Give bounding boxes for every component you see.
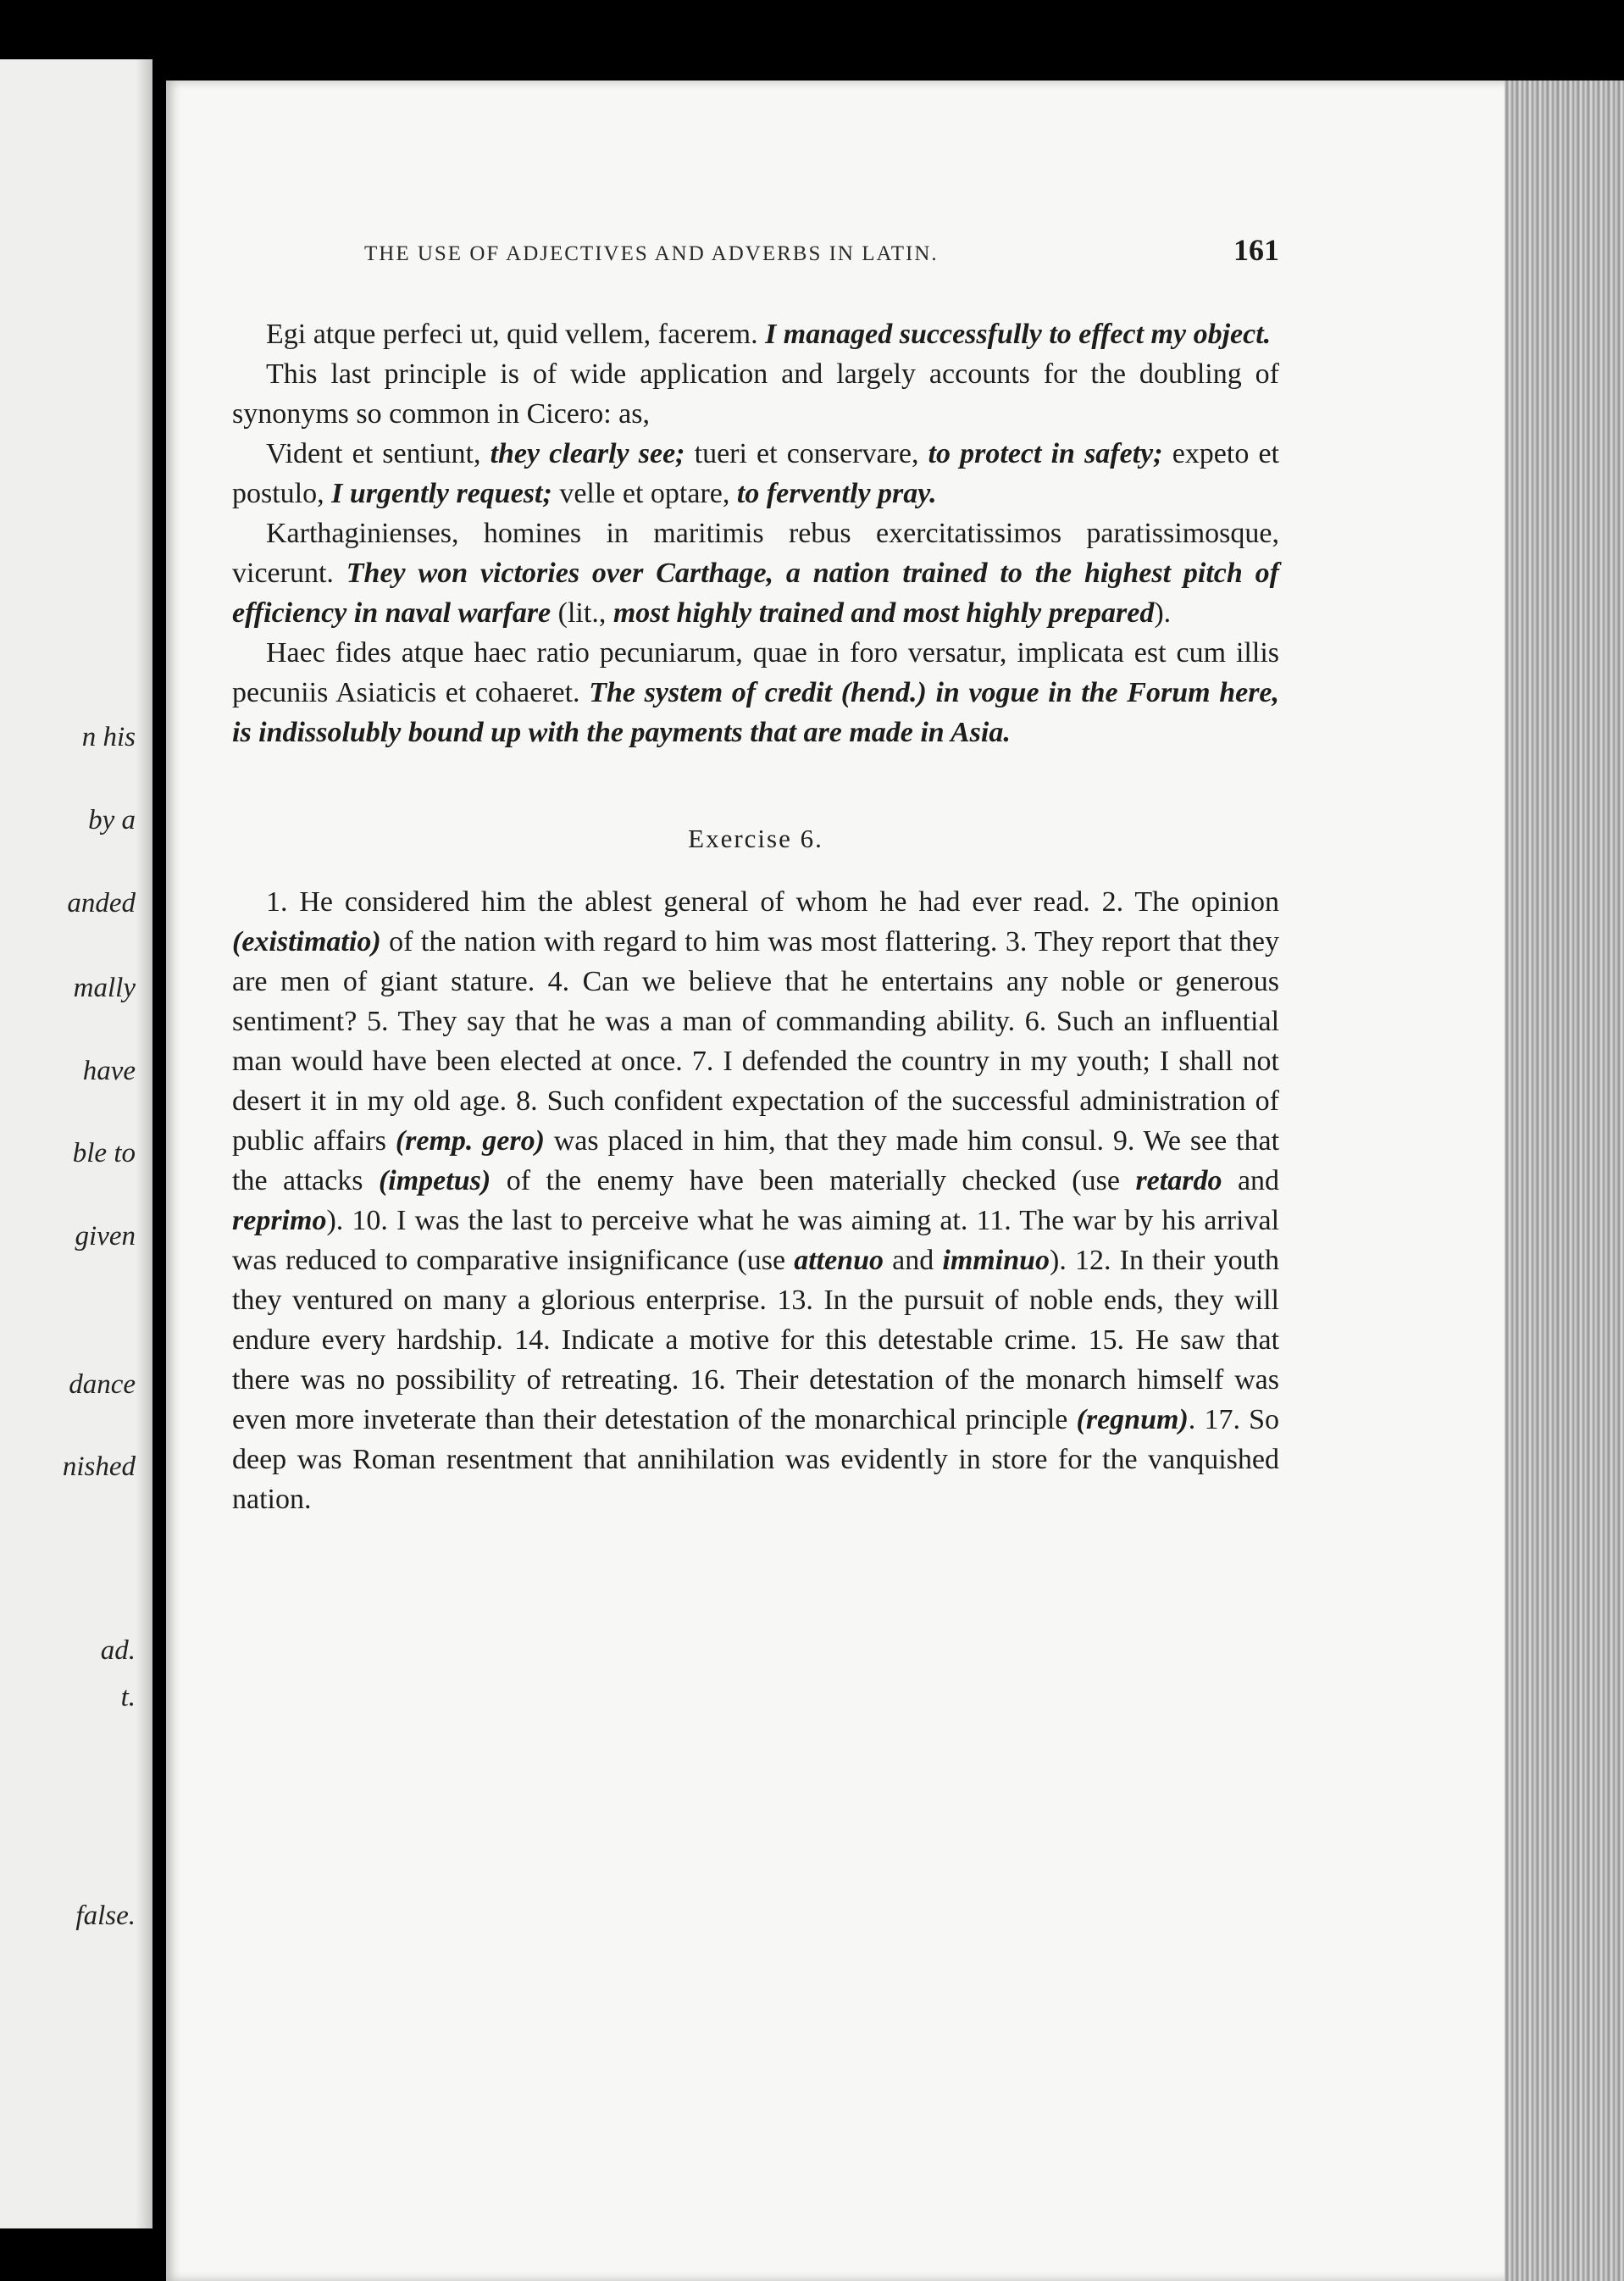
exercise-sentence: In the pursuit of noble ends, they will endure every hardship. (232, 1285, 1279, 1356)
exercise-sentence: of the enemy have been materially checked (use (506, 1165, 1120, 1196)
left-page-fragment: anded (67, 888, 136, 919)
item-number: 1. (266, 886, 288, 918)
exercise-sentence: I was the last to perceive what he was aiming at. (396, 1205, 968, 1236)
item-number: 16. (690, 1364, 726, 1396)
left-page-fragment: false. (75, 1901, 136, 1931)
latin-hint: (impetus) (378, 1165, 491, 1196)
running-title: THE USE OF ADJECTIVES AND ADVERBS IN LATIN. (364, 242, 939, 265)
latin-text: velle et optare, (559, 478, 730, 509)
left-page-fragment: given (75, 1221, 136, 1251)
left-page-fragment: mally (73, 973, 136, 1003)
exercise-sentence: He saw that there was no possibility of retreating. (232, 1324, 1280, 1396)
item-number: 8. (516, 1085, 538, 1117)
note-text: (hend.) (840, 677, 927, 708)
item-number: 9. (1112, 1125, 1135, 1157)
latin-text: Egi atque perfeci ut, quid vellem, facerem. (266, 319, 758, 350)
exercise-sentence: Their detestation of the monarch himself was even more inveterate than their detestation of the monarchical principle (232, 1364, 1280, 1435)
left-page-fragment: dance (69, 1369, 136, 1400)
left-page-fragment: nished (62, 1451, 136, 1482)
item-number: 15. (1088, 1324, 1125, 1356)
english-translation: to protect in safety; (928, 438, 1163, 469)
note-text: ). (1154, 597, 1172, 629)
item-number: 14. (514, 1324, 551, 1356)
english-translation: in vogue in the Forum here, is indissolubly bound up with the payments that are made in Asia. (232, 677, 1280, 748)
page-edges (1505, 80, 1624, 2281)
english-translation: they clearly see; (490, 438, 685, 469)
running-head (364, 230, 1279, 274)
left-page-fragment: n his (81, 722, 136, 752)
latin-text: Haec fides atque haec ratio pecuniarum, quae in foro versatur, implicata est cum illis pecuniis Asiaticis et cohaeret. (232, 637, 1279, 708)
paragraph (232, 314, 1279, 354)
left-page-fragment: ad. (100, 1635, 136, 1666)
exercise-list (232, 882, 1279, 1519)
exercise-sentence: He considered him the ablest general of whom he had ever read. (299, 886, 1090, 918)
exercise-sentence: The opinion (1134, 886, 1279, 918)
latin-text: expeto et postulo, (232, 438, 1279, 509)
latin-text: Vident et sentiunt, (266, 438, 481, 469)
exercise-sentence: In their youth they ventured on many a glorious enterprise. (232, 1245, 1280, 1316)
latin-text: Karthaginienses, homines in maritimis rebus exercitatissimos paratissimosque, vicerunt. (232, 518, 1279, 589)
latin-text: tueri et conservare, (694, 438, 919, 469)
item-number: 10. (352, 1205, 388, 1236)
exercise-sentence: was placed in him, that they made him consul. (553, 1125, 1105, 1157)
page-number: 161 (1233, 233, 1279, 267)
exercise-sentence: and (1237, 1165, 1280, 1196)
latin-hint: (remp. gero) (395, 1125, 545, 1157)
left-page-fragment: by a (88, 805, 136, 835)
body-text: This last principle is of wide application and largely accounts for the doubling of synonyms so common in Cicero: as, (232, 358, 1279, 430)
exercise-sentence: Such confident expectation of the successful administration of public affairs (232, 1085, 1279, 1157)
paragraph (232, 633, 1279, 752)
exercise-sentence: . (1188, 1404, 1196, 1435)
exercise-sentence: I defended the country in my youth; I shall not desert it in my old age. (232, 1046, 1280, 1117)
latin-hint: attenuo (794, 1245, 884, 1276)
english-translation: most highly trained and most highly prepared (612, 597, 1155, 629)
paragraph (232, 434, 1279, 513)
english-translation: to fervently pray. (736, 478, 937, 509)
gutter-shadow (136, 59, 169, 2228)
item-number: 11. (976, 1205, 1012, 1236)
item-number: 17. (1204, 1404, 1240, 1435)
exercise-sentence: They report that they are men of giant stature. (232, 926, 1279, 997)
exercise-sentence: ). (1050, 1245, 1067, 1276)
item-number: 7. (691, 1046, 714, 1077)
english-translation: The system of credit (589, 677, 833, 708)
exercise-sentence: We see that the attacks (232, 1125, 1280, 1196)
latin-hint: retardo (1135, 1165, 1222, 1196)
page-content (232, 230, 1279, 1519)
item-number: 5. (366, 1006, 389, 1037)
item-number: 13. (777, 1285, 813, 1316)
english-translation: They won victories over Carthage, a nation trained to the highest pitch of efficiency in naval warfare (232, 558, 1280, 629)
exercise-sentence: Can we believe that he entertains any noble or generous sentiment? (232, 966, 1279, 1037)
item-number: 3. (1005, 926, 1028, 957)
item-number: 4. (547, 966, 570, 997)
exercise-sentence: Such an influential man would have been elected at once. (232, 1006, 1280, 1077)
latin-hint: (regnum) (1076, 1404, 1189, 1435)
item-number: 6. (1024, 1006, 1047, 1037)
latin-hint: reprimo (232, 1205, 327, 1236)
exercise-heading: Exercise 6. (688, 824, 823, 853)
latin-hint: imminuo (942, 1245, 1050, 1276)
paragraph (232, 513, 1279, 633)
english-translation: I urgently request; (331, 478, 552, 509)
item-number: 12. (1075, 1245, 1111, 1276)
item-number: 2. (1101, 886, 1124, 918)
paragraph (232, 354, 1279, 434)
english-translation: I managed successfully to effect my object. (765, 319, 1272, 350)
exercise-sentence: Indicate a motive for this detestable crime. (561, 1324, 1078, 1356)
note-text: (lit., (557, 597, 607, 629)
exercise-sentence: ). (326, 1205, 344, 1236)
exercise-sentence: The war by his arrival was reduced to comparative insignificance (use (232, 1205, 1280, 1276)
exercise-sentence: of the nation with regard to him was most flattering. (389, 926, 998, 957)
left-page-fragment: have (82, 1056, 136, 1086)
exercise-sentence: and (892, 1245, 934, 1276)
left-page-fragment: t. (120, 1682, 136, 1712)
exercise-sentence: So deep was Roman resentment that annihilation was evidently in store for the vanquished nation. (232, 1404, 1280, 1515)
latin-hint: (existimatio) (232, 926, 381, 957)
exercise-sentence: They say that he was a man of commanding ability. (397, 1006, 1016, 1037)
left-page-fragment: ble to (72, 1138, 136, 1168)
